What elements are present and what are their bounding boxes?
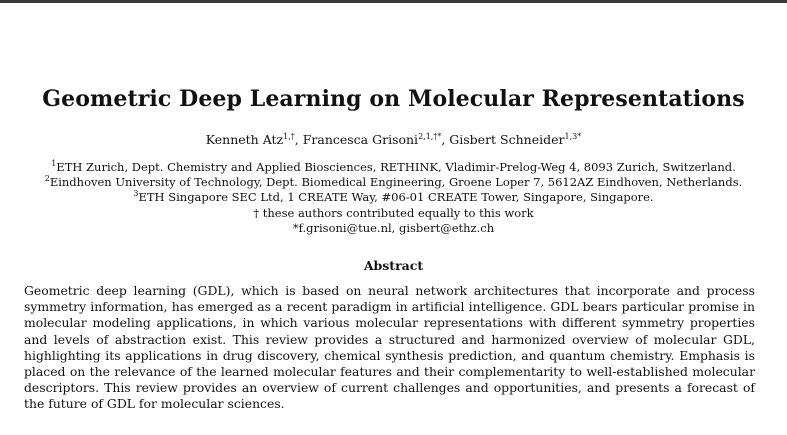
affiliation-marker: 3 [133,189,139,199]
author-affiliation-marker: 2,1,†* [418,132,442,141]
corresponding-emails: *f.grisoni@tue.nl, gisbert@ethz.ch [292,220,495,235]
author-name: Francesca Grisoni [302,132,419,147]
abstract-text: Geometric deep learning (GDL), which is based on neural network architectures that incorporate and process symmetry information, has emerged as a recent paradigm in artificial intelligence. GDL bears particular promise in molecular modeling applications, in which various molecular representations with different symmetry properties and levels of abstraction exist. This review provides a structured and harmonized overview of molecular GDL, highlighting its applications in drug discovery, chemical synthesis prediction, and quantum chemistry. Emphasis is placed on the relevance of the learned molecular features and their complementarity to well-established molecular descriptors. This review provides an overview of current challenges and opportunities, and presents a forecast of the future of GDL for molecular sciences. [24,283,755,412]
affiliation-block [0,160,787,236]
paper-title: Geometric Deep Learning on Molecular Representations [42,86,745,112]
abstract-heading: Abstract [363,258,424,273]
affiliation-text: ETH Singapore SEC Ltd, 1 CREATE Way, #06-01 CREATE Tower, Singapore, Singapore. [138,190,654,205]
affiliation-marker: 2 [44,174,50,184]
author-affiliation-marker: 1,3* [564,132,582,141]
affiliation-marker: 1 [51,159,57,168]
author-name: Gisbert Schneider [449,132,565,147]
author-affiliation-marker: 1,† [283,132,295,141]
affiliation-line [0,175,787,190]
affiliation-line [0,190,787,205]
author-list: Kenneth Atz$^{1,\dagger}$, Francesca Grisoni$^{2,1,\dagger*}$, Gisbert Schneider$^{1,3*}$ [205,132,582,147]
affiliation-line [0,160,787,175]
author-name: Kenneth Atz [205,132,284,147]
top-border-line [0,0,787,3]
affiliation-text: ETH Zurich, Dept. Chemistry and Applied Biosciences, RETHINK, Vladimir-Prelog-Weg 4, 8093 Zurich, Switzerland. [56,160,736,174]
affiliation-text: Eindhoven University of Technology, Dept. Biomedical Engineering, Groene Loper 7, 5612AZ Eindhoven, Netherlands. [49,175,743,190]
equal-contribution-note: † these authors contributed equally to this work [253,205,534,220]
